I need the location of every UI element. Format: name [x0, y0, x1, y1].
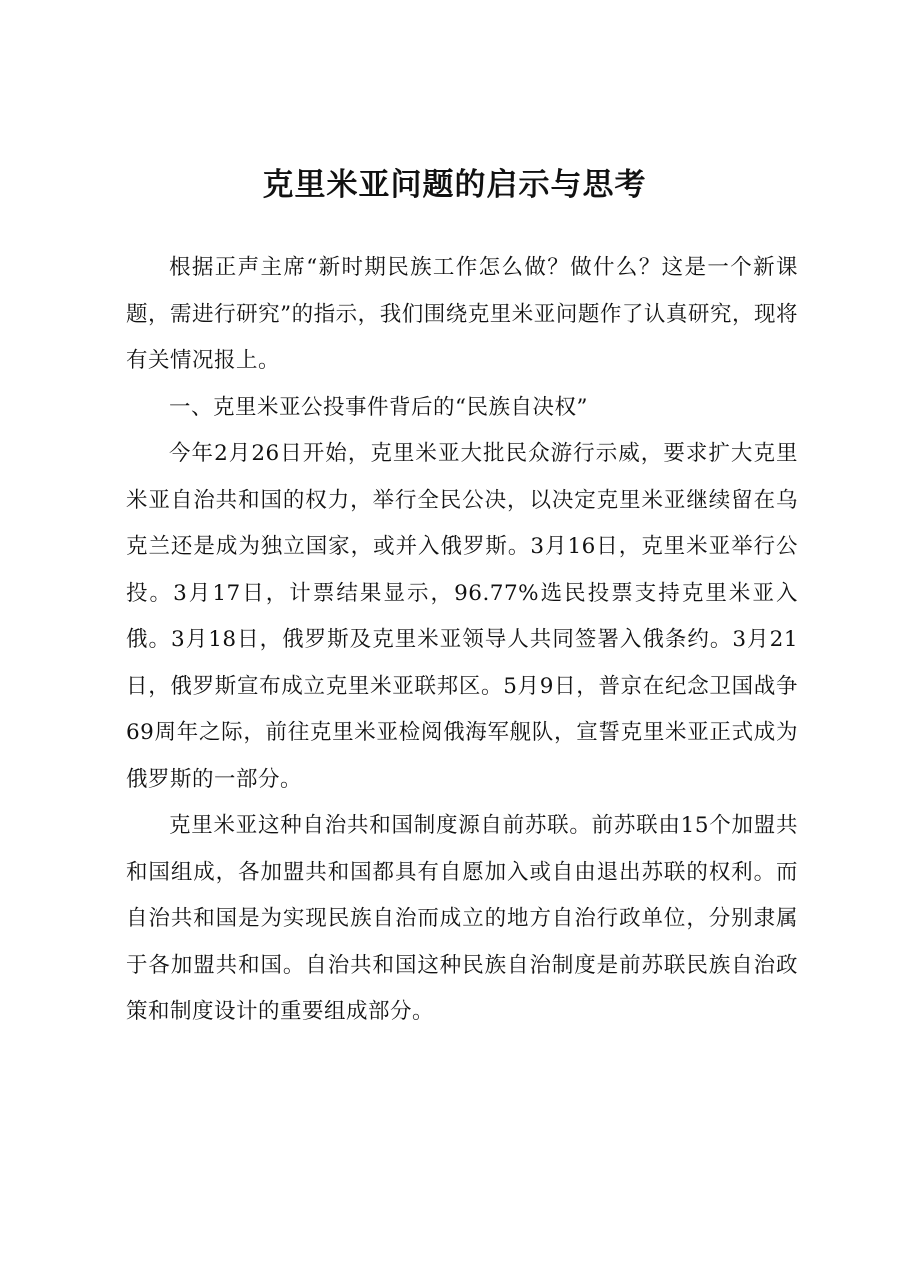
document-body — [126, 245, 798, 1036]
document-title: 克里米亚问题的启示与思考 — [262, 167, 647, 203]
body-paragraph: 克里米亚这种自治共和国制度源自前苏联。前苏联由15个加盟共和国组成，各加盟共和国都具有自愿加入或自由退出苏联的权利。而自治共和国是为实现民族自治而成立的地方自治行政单位，分别隶属于各加盟共和国。自治共和国这种民族自治制度是前苏联民族自治政策和制度设计的重要组成部分。 — [126, 813, 798, 1024]
section-heading: 一、克里米亚公投事件背后的“民族自决权” — [169, 394, 588, 420]
intro-paragraph: 根据正声主席“新时期民族工作怎么做？做什么？这是一个新课题，需进行研究”的指示，我们围绕克里米亚问题作了认真研究，现将有关情况报上。 — [126, 255, 798, 373]
body-paragraph: 今年2月26日开始，克里米亚大批民众游行示威，要求扩大克里米亚自治共和国的权力，举行全民公决，以决定克里米亚继续留在乌克兰还是成为独立国家，或并入俄罗斯。3月16日，克里米亚举行公投。3月17日，计票结果显示，96.77%选民投票支持克里米亚入俄。3月18日，俄罗斯及克里米亚领导人共同签署入俄条约。3月21日，俄罗斯宣布成立克里米亚联邦区。5月9日，普京在纪念卫国战争69周年之际，前往克里米亚检阅俄海军舰队，宣誓克里米亚正式成为俄罗斯的一部分。 — [126, 441, 798, 792]
